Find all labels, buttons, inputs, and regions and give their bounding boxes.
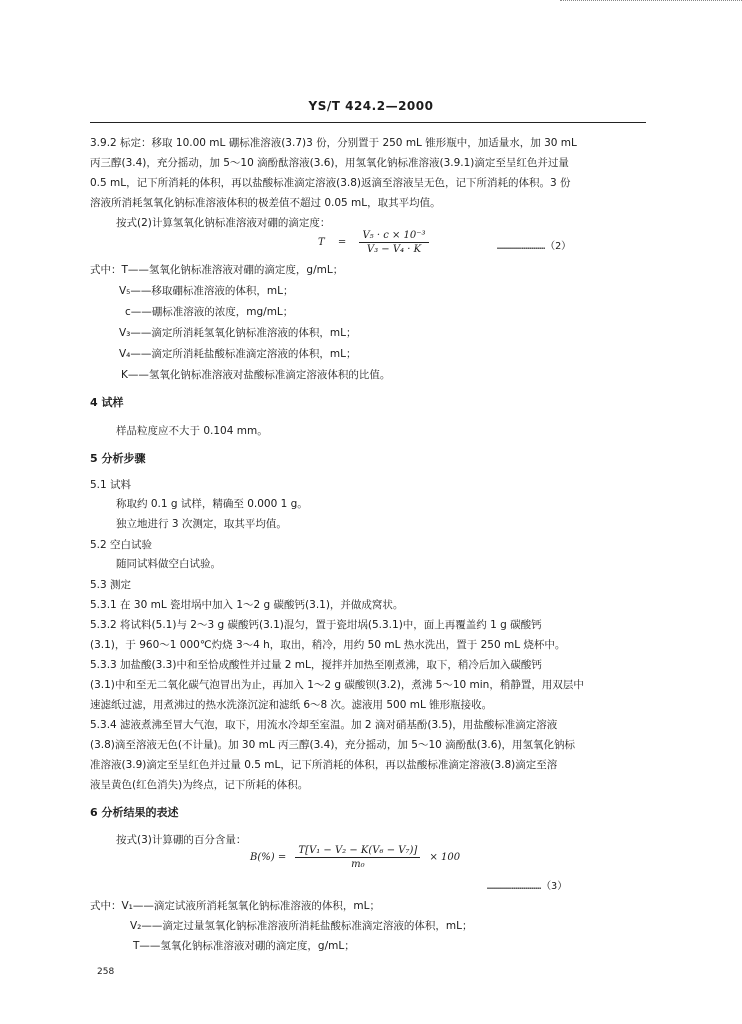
paragraph-line: 5.3.2 将试料(5.1)与 2～3 g 碳酸钙(3.1)混匀，置于瓷坩埚(5.3.1)中，面上再覆盖约 1 g 碳酸钙: [90, 619, 542, 631]
equation-number-2: ……………………（2）: [497, 241, 572, 252]
variable-definition: V₂——滴定过量氢氧化钠标准溶液所消耗盐酸标准滴定溶液的体积，mL；: [130, 920, 473, 932]
paragraph-line: 溶液所消耗氢氧化钠标准溶液体积的极差值不超过 0.05 mL，取其平均值。: [90, 197, 441, 209]
variable-definition: K——氢氧化钠标准溶液对盐酸标准滴定溶液体积的比值。: [121, 369, 391, 381]
variable-definition: V₄——滴定所消耗盐酸标准滴定溶液的体积，mL；: [119, 348, 357, 360]
eq3-lhs: B(%) =: [250, 852, 287, 863]
eq2-numerator: V₅ · c × 10⁻³: [359, 230, 428, 243]
paragraph-line: 随同试料做空白试验。: [116, 558, 221, 570]
equation-3: [250, 845, 460, 870]
eq3-numerator: T[V₁ − V₂ − K(V₆ − V₇)]: [295, 845, 420, 858]
eq2-lhs: T: [318, 237, 325, 248]
paragraph-line: 准溶液(3.9)滴定至呈红色并过量 0.5 mL，记下所消耗的体积，再以盐酸标准滴定溶液(3.8)滴定至溶: [90, 759, 558, 771]
paragraph-line: 3.9.2 标定：移取 10.00 mL 硼标准溶液(3.7)3 份，分别置于 250 mL 锥形瓶中，加适量水，加 30 mL: [90, 137, 577, 149]
paragraph-line: 5.3.4 滤液煮沸至冒大气泡，取下，用流水冷却至室温。加 2 滴对硝基酚(3.5)，用盐酸标准滴定溶液: [90, 719, 558, 731]
paragraph-line: 5.3.3 加盐酸(3.3)中和至恰成酸性并过量 2 mL，搅拌并加热至刚煮沸，取下，稍冷后加入碳酸钙: [90, 659, 542, 671]
paragraph-line: 样品粒度应不大于 0.104 mm。: [116, 425, 268, 437]
scan-mark: [560, 0, 742, 7]
formula-intro: 按式(2)计算氢氧化钠标准溶液对硼的滴定度：: [116, 217, 331, 229]
equation-2: T = $\frac{\text{V₅ · c × 10⁻³}}{\text{V₃ − V₄ · K}}$: [318, 230, 429, 255]
subsection-heading: 5.2 空白试验: [90, 539, 153, 551]
eq2-fraction: [359, 230, 428, 255]
variable-definition: 式中：T——氢氧化钠标准溶液对硼的滴定度，g/mL；: [90, 264, 344, 276]
standard-number: YS/T 424.2—2000: [308, 99, 434, 113]
variable-definition: V₅——移取硼标准溶液的体积，mL；: [119, 285, 294, 297]
variable-definition: T——氢氧化钠标准溶液对硼的滴定度，g/mL；: [133, 940, 355, 952]
eq3-denominator: m₀: [351, 859, 365, 870]
paragraph-line: 5.3.1 在 30 mL 瓷坩埚中加入 1～2 g 碳酸钙(3.1)，并做成窝状。: [90, 599, 404, 611]
section-heading: 5 分析步骤: [90, 452, 146, 465]
eq2-denominator: V₃ − V₄ · K: [366, 244, 422, 255]
header-rule: [90, 122, 646, 123]
variable-definition: c——硼标准溶液的浓度，mg/mL；: [125, 306, 294, 318]
paragraph-line: 液呈黄色(红色消失)为终点，记下所耗的体积。: [90, 779, 309, 791]
paragraph-line: 速滤纸过滤，用煮沸过的热水洗涤沉淀和滤纸 6～8 次。滤液用 500 mL 锥形瓶接收。: [90, 699, 493, 711]
paragraph-line: (3.1)，于 960～1 000℃灼烧 3～4 h，取出，稍冷，用约 50 mL 热水洗出，置于 250 mL 烧杯中。: [90, 639, 566, 651]
paragraph-line: (3.1)中和至无二氧化碳气泡冒出为止，再加入 1～2 g 碳酸钡(3.2)，煮沸 5～10 min，稍静置，用双层中: [90, 679, 584, 691]
section-heading: 4 试样: [90, 396, 124, 409]
paragraph-line: (3.8)滴至溶液无色(不计量)。加 30 mL 丙三醇(3.4)，充分摇动，加 5～10 滴酚酞(3.6)，用氢氧化钠标: [90, 739, 576, 751]
page-number: 258: [97, 967, 115, 977]
paragraph-line: 独立地进行 3 次测定，取其平均值。: [116, 518, 287, 530]
equation-number-3: ………………………（3）: [487, 881, 568, 892]
eq3-tail: × 100: [429, 852, 461, 863]
variable-definition: 式中：V₁——滴定试液所消耗氢氧化钠标准溶液的体积，mL；: [90, 900, 380, 912]
subsection-heading: 5.1 试料: [90, 479, 132, 491]
paragraph-line: 称取约 0.1 g 试样，精确至 0.000 1 g。: [116, 498, 308, 510]
subsection-heading: 5.3 测定: [90, 579, 132, 591]
paragraph-line: 丙三醇(3.4)，充分摇动，加 5～10 滴酚酞溶液(3.6)，用氢氧化钠标准溶液(3.9.1)滴定至呈红色并过量: [90, 157, 569, 169]
paragraph-line: 0.5 mL，记下所消耗的体积，再以盐酸标准滴定溶液(3.8)返滴至溶液呈无色，记下所消耗的体积。3 份: [90, 177, 571, 189]
variable-definition: V₃——滴定所消耗氢氧化钠标准溶液的体积，mL；: [119, 327, 357, 339]
section-heading: 6 分析结果的表述: [90, 806, 179, 819]
eq3-fraction: [295, 845, 420, 870]
formula-intro: 按式(3)计算硼的百分含量：: [116, 834, 247, 846]
